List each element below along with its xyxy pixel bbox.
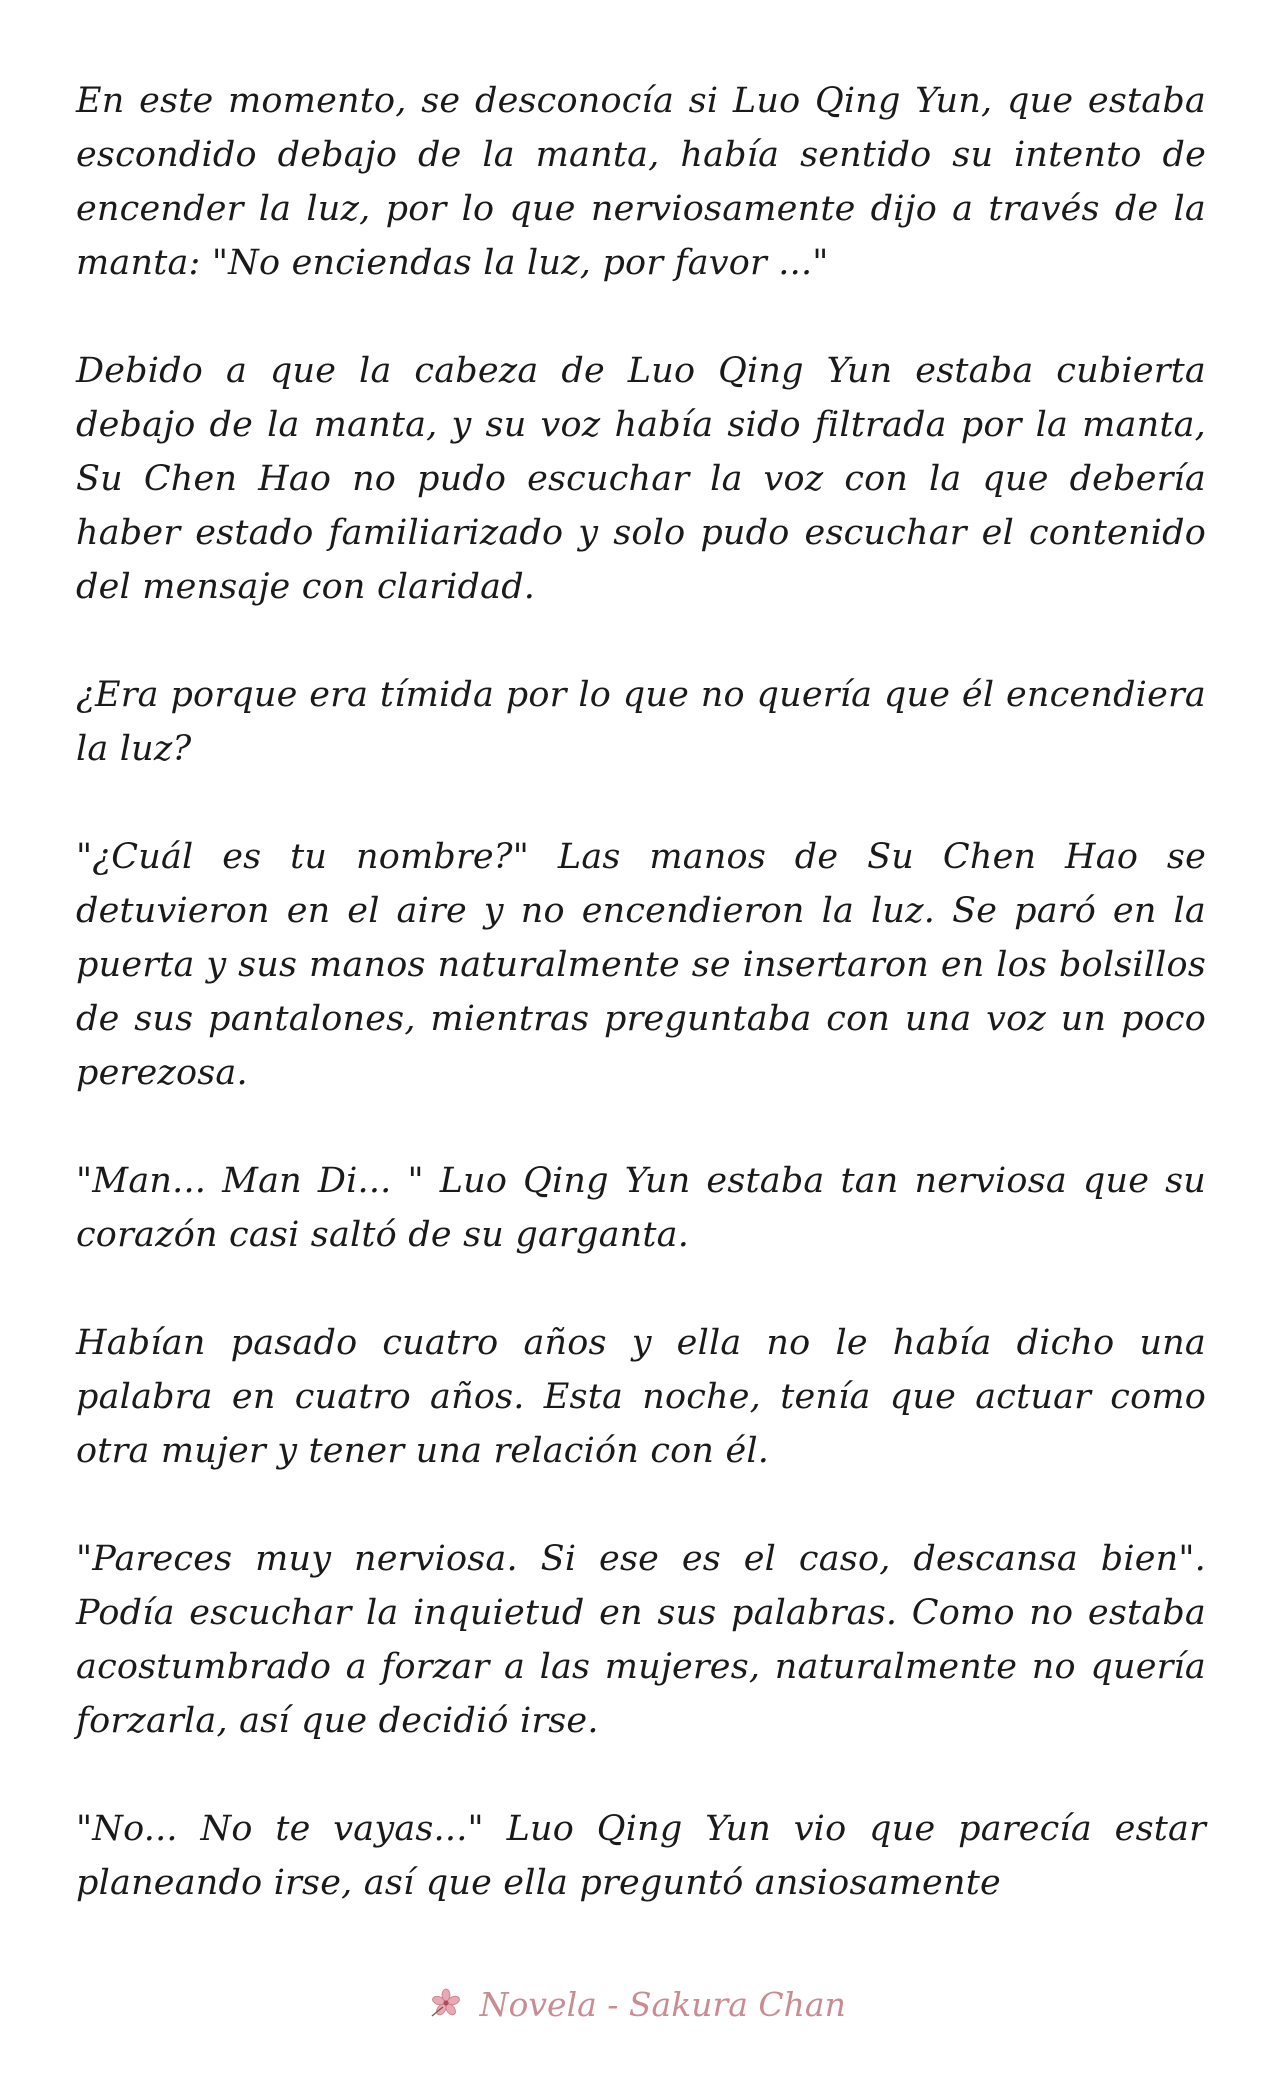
paragraph-8: "No... No te vayas..." Luo Qing Yun vio que parecía estar planeando irse, así que ella preguntó ansiosamente xyxy=(76,1809,1206,1903)
paragraph-1: En este momento, se desconocía si Luo Qing Yun, que estaba escondido debajo de la manta, había sentido su intento de encender la luz, por lo que nerviosamente dijo a través de la manta: "No enciendas la luz, por favor ..." xyxy=(76,81,1206,283)
paragraph-6: Habían pasado cuatro años y ella no le había dicho una palabra en cuatro años. Esta noche, tenía que actuar como otra mujer y tener una relación con él. xyxy=(76,1323,1206,1471)
paragraph-4: "¿Cuál es tu nombre?" Las manos de Su Chen Hao se detuvieron en el aire y no encendieron la luz. Se paró en la puerta y sus manos naturalmente se insertaron en los bolsillos de sus pantalones, mientras preguntaba con una voz un poco perezosa. xyxy=(76,837,1206,1093)
paragraph-2: Debido a que la cabeza de Luo Qing Yun estaba cubierta debajo de la manta, y su voz había sido filtrada por la manta, Su Chen Hao no pudo escuchar la voz con la que debería haber estado familiarizado y solo pudo escuchar el contenido del mensaje con claridad. xyxy=(76,351,1206,607)
sakura-flower-icon xyxy=(429,1986,463,2028)
document-body xyxy=(76,74,1206,1964)
footer-watermark-text: Novela - Sakura Chan xyxy=(479,1985,846,2024)
paragraph-3: ¿Era porque era tímida por lo que no quería que él encendiera la luz? xyxy=(76,675,1206,769)
paragraph-5: "Man... Man Di... " Luo Qing Yun estaba tan nerviosa que su corazón casi saltó de su garganta. xyxy=(76,1161,1206,1255)
footer-watermark xyxy=(0,1985,1275,2028)
paragraph-7: "Pareces muy nerviosa. Si ese es el caso, descansa bien". Podía escuchar la inquietud en sus palabras. Como no estaba acostumbrado a forzar a las mujeres, naturalmente no quería forzarla, así que decidió irse. xyxy=(76,1539,1206,1741)
